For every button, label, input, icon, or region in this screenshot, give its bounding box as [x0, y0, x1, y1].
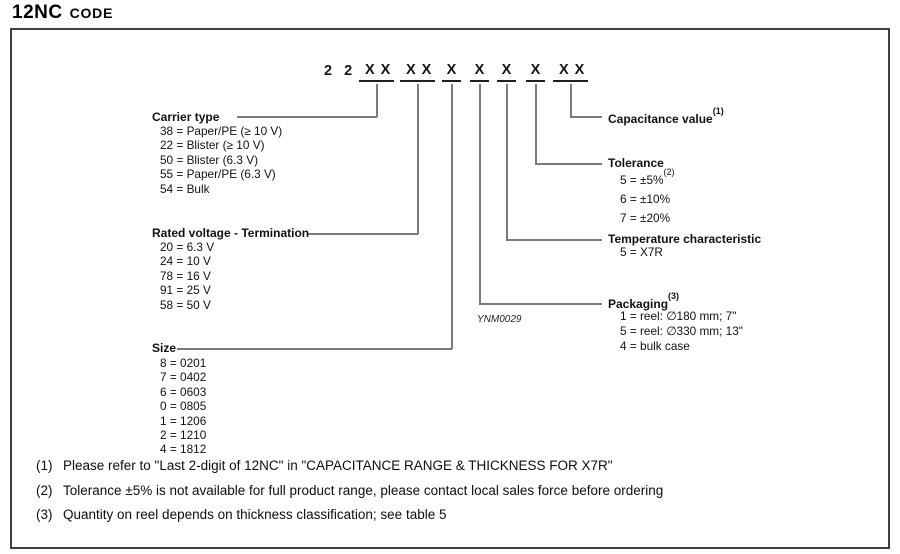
code-group-temperature: X	[497, 62, 516, 82]
list-item: 22 = Blister (≥ 10 V)	[160, 138, 265, 153]
connector-voltage-vertical	[417, 84, 419, 234]
list-temperature-characteristic	[620, 245, 663, 260]
list-item: 4 = bulk case	[620, 339, 690, 353]
footnote-ref-3: (3)	[668, 291, 680, 301]
code-prefix: 2 2	[324, 63, 357, 79]
code-group-packaging: X	[470, 62, 489, 82]
label-packaging-text: Packaging	[608, 297, 669, 311]
connector-carrier-horizontal	[237, 116, 377, 118]
list-rated-voltage	[160, 240, 214, 312]
label-carrier-type: Carrier type	[152, 110, 220, 124]
footnote-text: Please refer to "Last 2-digit of 12NC" in "CAPACITANCE RANGE & THICKNESS FOR X7R"	[63, 458, 613, 473]
tolerance-item-text: 6 = ±10%	[620, 191, 671, 206]
footnote-ref-1: (1)	[712, 106, 724, 116]
page-title-sub: CODE	[69, 5, 114, 21]
connector-tolerance-horizontal	[535, 163, 602, 165]
list-item: 38 = Paper/PE (≥ 10 V)	[160, 124, 283, 138]
connector-temperature-horizontal	[506, 239, 602, 241]
connector-packaging-vertical	[479, 84, 481, 304]
footnote-marker: (3)	[36, 507, 53, 522]
tolerance-item-text: 7 = ±20%	[620, 210, 671, 225]
label-capacitance-value-text: Capacitance value	[608, 112, 713, 126]
list-item: 1 = 1206	[160, 413, 207, 428]
list-item: 91 = 25 V	[160, 283, 211, 298]
connector-capacitance-horizontal	[570, 116, 602, 118]
list-item: 20 = 6.3 V	[160, 240, 215, 254]
list-item: 58 = 50 V	[160, 297, 211, 312]
footnote-2	[36, 483, 663, 498]
connector-size-horizontal	[177, 348, 452, 350]
list-item: 24 = 10 V	[160, 254, 211, 269]
label-capacitance-value	[608, 106, 724, 126]
code-group-capacitance: XX	[553, 62, 588, 82]
footnote-1	[36, 458, 613, 473]
footnote-3	[36, 507, 446, 522]
list-item	[620, 188, 675, 207]
list-size	[160, 356, 206, 457]
figure-id: YNM0029	[477, 314, 522, 325]
footnote-marker: (1)	[36, 458, 53, 473]
list-item: 7 = 0402	[160, 370, 207, 385]
label-rated-voltage: Rated voltage - Termination	[152, 226, 310, 240]
list-item: 1 = reel: ∅180 mm; 7"	[620, 309, 737, 323]
code-group-size: X	[442, 62, 461, 82]
list-item: 0 = 0805	[160, 399, 207, 414]
list-item: 4 = 1812	[160, 442, 207, 457]
tolerance-item-text: 5 = ±5%	[620, 172, 664, 187]
label-size: Size	[152, 341, 177, 355]
list-item	[620, 207, 675, 226]
connector-packaging-horizontal	[479, 303, 602, 305]
list-item: 50 = Blister (6.3 V)	[160, 152, 259, 167]
page-title-main: 12NC	[12, 2, 63, 23]
connector-voltage-horizontal	[307, 233, 418, 235]
list-tolerance	[620, 169, 675, 226]
connector-temperature-vertical	[506, 84, 508, 240]
label-temperature-characteristic: Temperature characteristic	[608, 232, 762, 246]
footnote-text: Tolerance ±5% is not available for full product range, please contact local sales force before ordering	[63, 483, 664, 498]
list-item: 54 = Bulk	[160, 181, 210, 196]
footnote-text: Quantity on reel depends on thickness classification; see table 5	[63, 507, 447, 522]
connector-tolerance-vertical	[535, 84, 537, 164]
list-carrier-type	[160, 124, 282, 196]
list-item	[620, 169, 675, 188]
list-item: 55 = Paper/PE (6.3 V)	[160, 167, 276, 182]
connector-capacitance-vertical	[570, 84, 572, 117]
list-packaging	[620, 309, 743, 354]
list-item: 8 = 0201	[160, 356, 207, 370]
code-group-rated-voltage: XX	[400, 62, 435, 82]
list-item: 5 = X7R	[620, 245, 663, 259]
code-group-tolerance: X	[526, 62, 545, 82]
code-group-carrier-type: XX	[359, 62, 394, 82]
connector-size-vertical	[451, 84, 453, 349]
footnote-marker: (2)	[36, 483, 53, 498]
footnote-ref-2: (2)	[663, 167, 675, 177]
page-title	[12, 2, 113, 24]
list-item: 78 = 16 V	[160, 268, 211, 283]
connector-carrier-vertical	[376, 84, 378, 117]
list-item: 2 = 1210	[160, 428, 207, 443]
label-tolerance: Tolerance	[608, 156, 664, 170]
list-item: 5 = reel: ∅330 mm; 13"	[620, 324, 743, 338]
list-item: 6 = 0603	[160, 384, 207, 399]
